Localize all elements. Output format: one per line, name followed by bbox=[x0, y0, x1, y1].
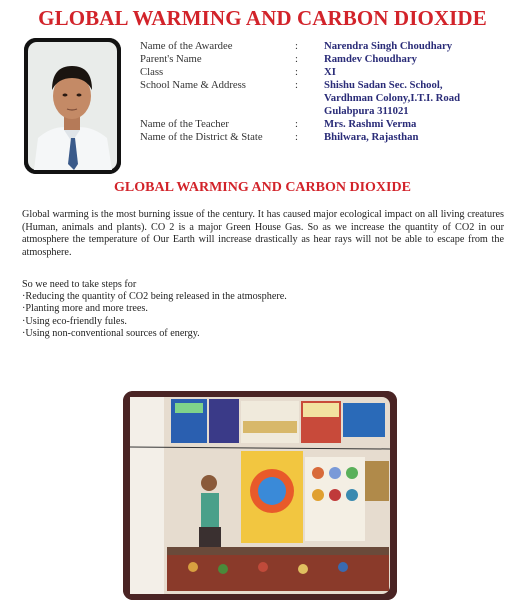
article-paragraph: Global warming is the most burning issue of the century. It has caused major ecological impact on all living creatures (Human, animals and plants). CO 2 is a major Green House Gas. So as we increase the quantity of CO2 in our atmosphere the temperature of Our Earth will increase drastically as hear rays will not be able to escape from the atmosphere. bbox=[22, 209, 504, 258]
school-value-line-2: Vardhman Colony,I.T.I. Road bbox=[324, 92, 461, 104]
awardee-name-value: Narendra Singh Choudhary bbox=[324, 40, 453, 52]
awardee-name-label: Name of the Awardee bbox=[140, 40, 233, 52]
colon-separator: : bbox=[295, 66, 298, 78]
article-body bbox=[22, 209, 504, 259]
steps-intro: So we need to take steps for bbox=[22, 279, 137, 290]
parent-name-label: Parent's Name bbox=[140, 53, 202, 65]
district-value: Bhilwara, Rajasthan bbox=[324, 131, 419, 143]
school-value-line-3: Gulabpura 311021 bbox=[324, 105, 409, 117]
colon-separator: : bbox=[295, 40, 298, 52]
class-label: Class bbox=[140, 66, 164, 78]
school-label: School Name & Address bbox=[140, 79, 246, 91]
colon-separator: : bbox=[295, 118, 298, 130]
colon-separator: : bbox=[295, 131, 298, 143]
steps-section bbox=[22, 279, 287, 340]
school-value-line-1: Shishu Sadan Sec. School, bbox=[324, 79, 443, 91]
page-title: GLOBAL WARMING AND CARBON DIOXIDE bbox=[38, 6, 487, 30]
teacher-value: Mrs. Rashmi Verma bbox=[324, 118, 417, 130]
parent-name-value: Ramdev Choudhary bbox=[324, 53, 417, 65]
list-item: ·Planting more and more trees. bbox=[22, 303, 148, 315]
colon-separator: : bbox=[295, 79, 298, 91]
teacher-label: Name of the Teacher bbox=[140, 118, 229, 130]
colon-separator: : bbox=[295, 53, 298, 65]
class-value: XI bbox=[324, 66, 336, 78]
list-item: ·Using non-conventional sources of energy. bbox=[22, 327, 200, 339]
list-item: ·Using eco-friendly fules. bbox=[22, 315, 127, 327]
awardee-portrait-photo bbox=[24, 38, 121, 174]
steps-list bbox=[22, 291, 287, 340]
exhibit-photo bbox=[123, 391, 397, 600]
district-label: Name of the District & State bbox=[140, 131, 263, 143]
list-item: ·Reducing the quantity of CO2 being released in the atmosphere. bbox=[22, 291, 287, 303]
article-title: GLOBAL WARMING AND CARBON DIOXIDE bbox=[114, 180, 411, 195]
